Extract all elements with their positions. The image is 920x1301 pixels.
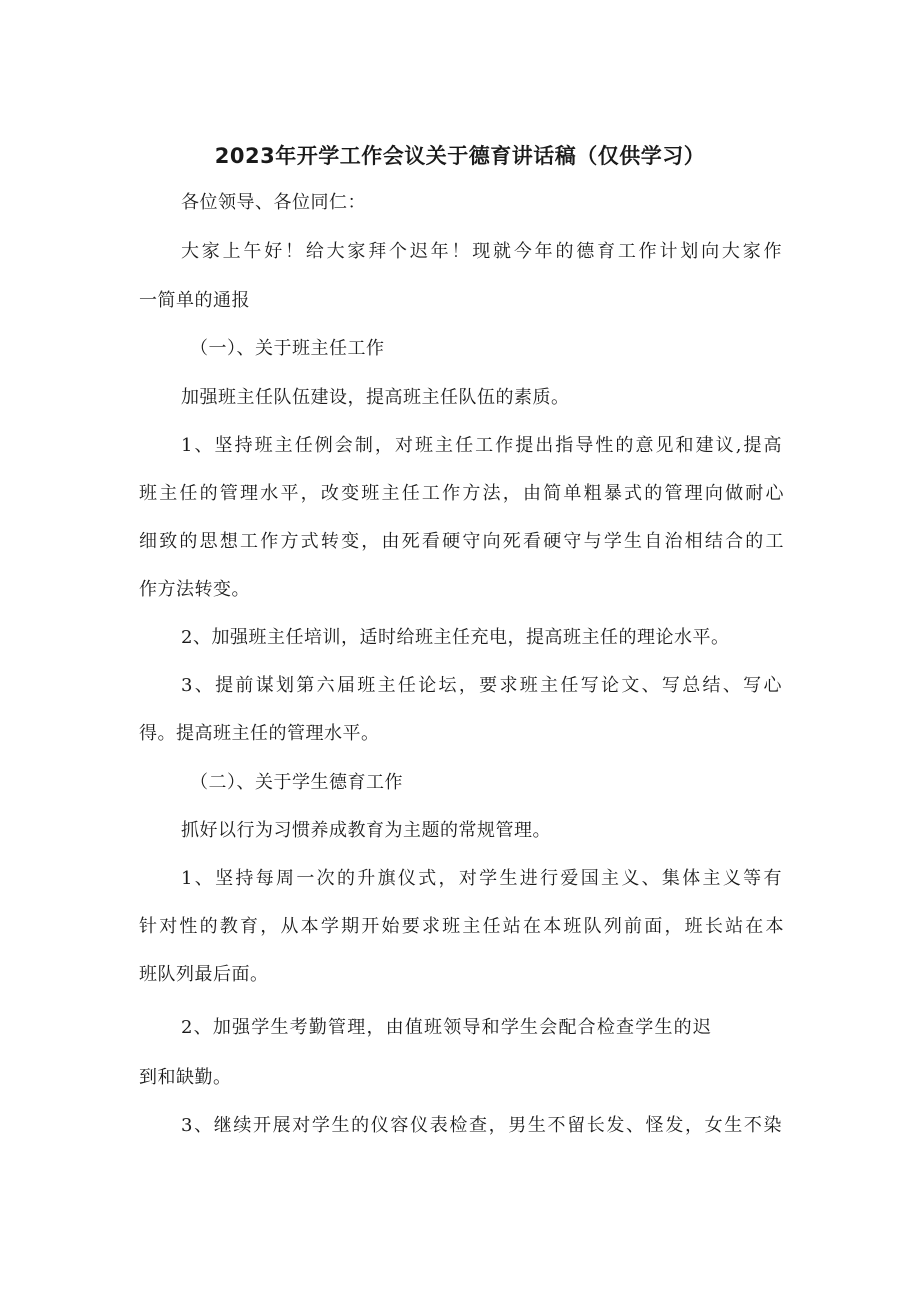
paragraph-line: 2、加强学生考勤管理，由值班领导和学生会配合检查学生的迟 — [181, 1017, 713, 1038]
paragraph-line: 到和缺勤。 — [139, 1067, 232, 1088]
paragraph-line: 加强班主任队伍建设，提高班主任队伍的素质。 — [181, 387, 570, 408]
paragraph-line: 1、坚持每周一次的升旗仪式，对学生进行爱国主义、集体主义等有 — [181, 868, 782, 889]
greeting: 各位领导、各位同仁： — [181, 192, 366, 213]
document-title: 2023年开学工作会议关于德育讲话稿（仅供学习） — [214, 144, 706, 168]
paragraph-line: 班队列最后面。 — [139, 964, 269, 985]
paragraph-line: 1、坚持班主任例会制，对班主任工作提出指导性的意见和建议,提高 — [181, 435, 782, 456]
paragraph-line: 针对性的教育，从本学期开始要求班主任站在本班队列前面，班长站在本 — [139, 916, 784, 937]
paragraph-line: 一简单的通报 — [139, 290, 250, 311]
paragraph-line: 3、继续开展对学生的仪容仪表检查，男生不留长发、怪发，女生不染 — [181, 1115, 782, 1136]
paragraph-line: 3、提前谋划第六届班主任论坛，要求班主任写论文、写总结、写心 — [181, 675, 782, 696]
paragraph-line: 班主任的管理水平，改变班主任工作方法，由简单粗暴式的管理向做耐心 — [139, 483, 784, 504]
paragraph-line: 作方法转变。 — [139, 579, 250, 600]
paragraph-line: 抓好以行为习惯养成教育为主题的常规管理。 — [181, 820, 551, 841]
section-heading: （一）、关于班主任工作 — [190, 338, 385, 359]
paragraph-line: 大家上午好！给大家拜个迟年！现就今年的德育工作计划向大家作 — [181, 241, 782, 262]
paragraph-line: 细致的思想工作方式转变，由死看硬守向死看硬守与学生自治相结合的工 — [139, 531, 784, 552]
paragraph-line: 得。提高班主任的管理水平。 — [139, 723, 380, 744]
section-heading: （二）、关于学生德育工作 — [190, 772, 403, 793]
paragraph-line: 2、加强班主任培训，适时给班主任充电，提高班主任的理论水平。 — [181, 627, 730, 648]
